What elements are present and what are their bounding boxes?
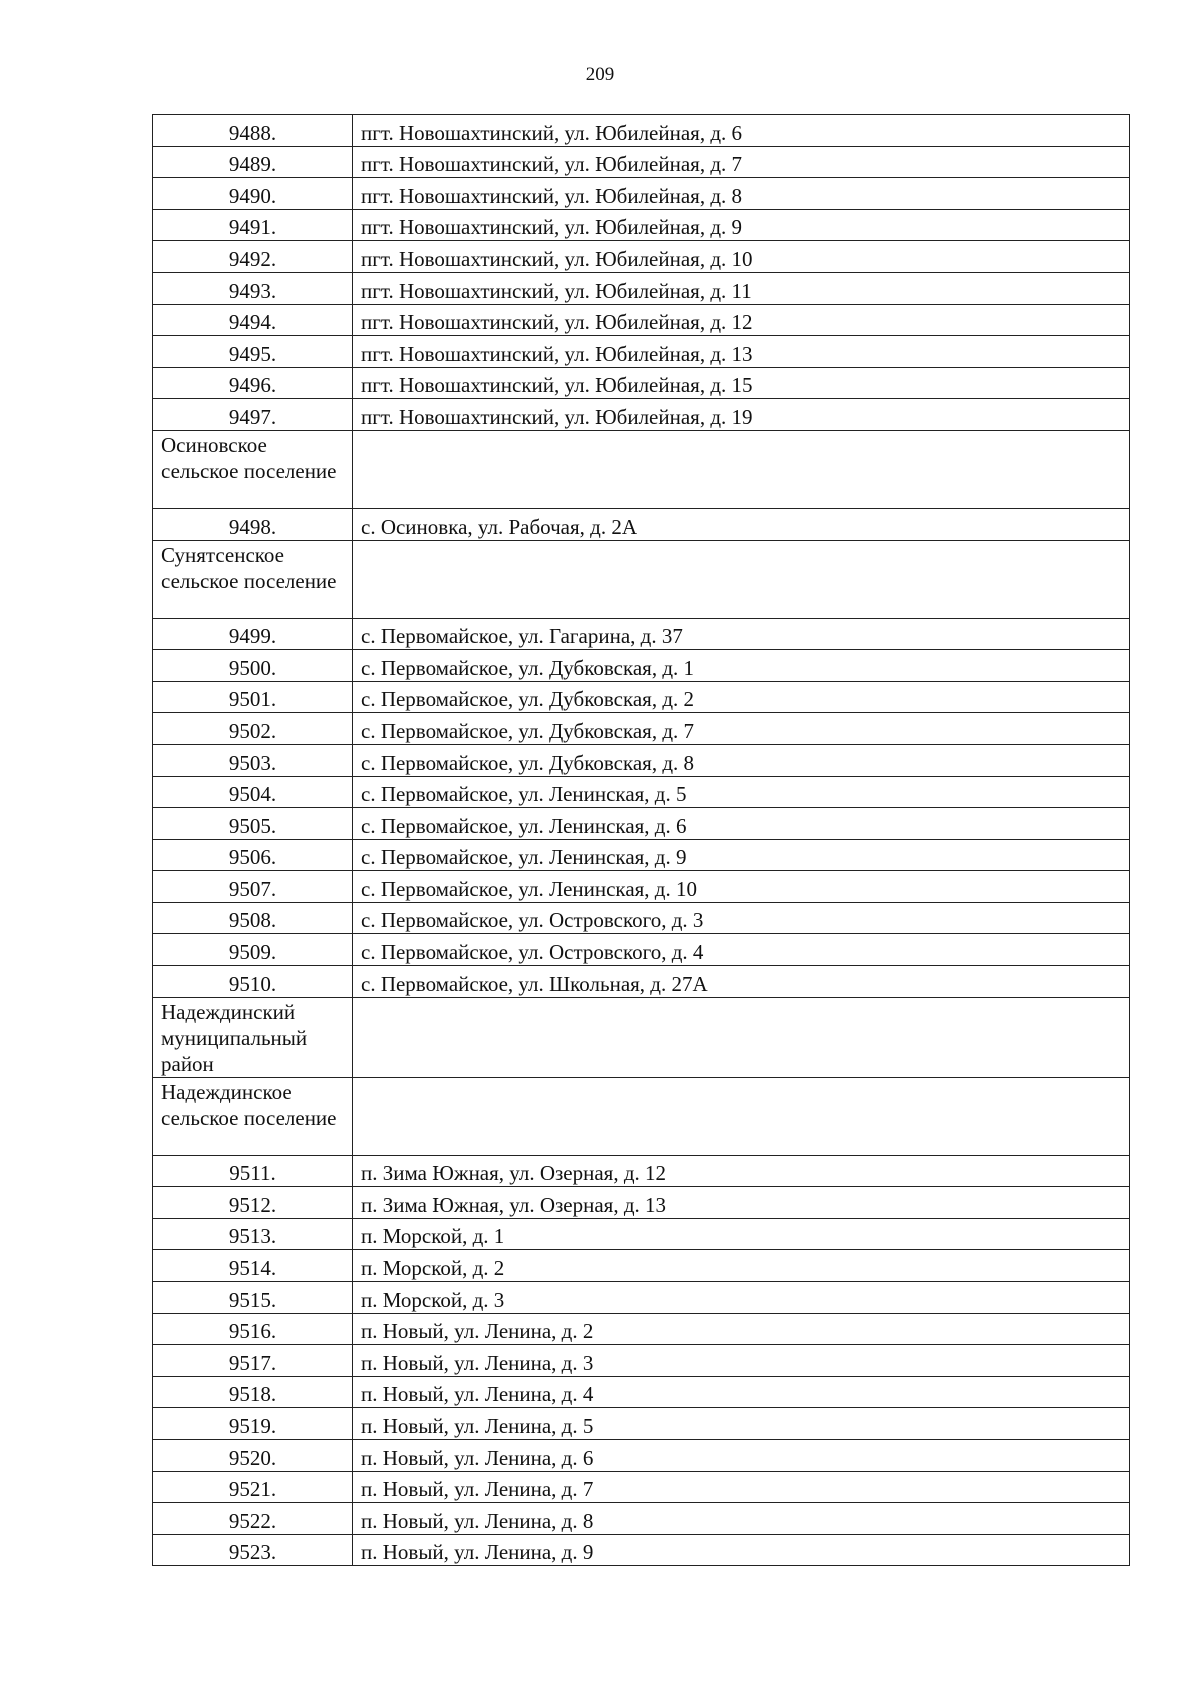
row-number: 9516. <box>153 1313 353 1345</box>
section-name: Надеждинское сельское поселение <box>153 1077 353 1155</box>
row-address: с. Осиновка, ул. Рабочая, д. 2А <box>353 508 1130 540</box>
table-row <box>153 808 1130 840</box>
row-number: 9515. <box>153 1282 353 1314</box>
row-number: 9500. <box>153 650 353 682</box>
row-number: 9495. <box>153 336 353 368</box>
row-address: пгт. Новошахтинский, ул. Юбилейная, д. 12 <box>353 304 1130 336</box>
table-row <box>153 241 1130 273</box>
table-row <box>153 1440 1130 1472</box>
row-number: 9492. <box>153 241 353 273</box>
row-number: 9506. <box>153 839 353 871</box>
table-row <box>153 839 1130 871</box>
table-row <box>153 115 1130 147</box>
row-number: 9523. <box>153 1534 353 1566</box>
row-number: 9510. <box>153 966 353 998</box>
table-row <box>153 1218 1130 1250</box>
row-number: 9507. <box>153 871 353 903</box>
table-row <box>153 1408 1130 1440</box>
row-address: с. Первомайское, ул. Ленинская, д. 10 <box>353 871 1130 903</box>
section-name: Осиновское сельское поселение <box>153 430 353 508</box>
row-address: с. Первомайское, ул. Островского, д. 4 <box>353 934 1130 966</box>
row-address: с. Первомайское, ул. Дубковская, д. 2 <box>353 681 1130 713</box>
row-address: с. Первомайское, ул. Дубковская, д. 1 <box>353 650 1130 682</box>
row-address: п. Морской, д. 1 <box>353 1218 1130 1250</box>
row-address: п. Зима Южная, ул. Озерная, д. 12 <box>353 1155 1130 1187</box>
table-row <box>153 1503 1130 1535</box>
table-row <box>153 304 1130 336</box>
table-row <box>153 1345 1130 1377</box>
row-number: 9513. <box>153 1218 353 1250</box>
row-address: пгт. Новошахтинский, ул. Юбилейная, д. 15 <box>353 367 1130 399</box>
row-number: 9519. <box>153 1408 353 1440</box>
row-number: 9489. <box>153 146 353 178</box>
section-empty-cell <box>353 1077 1130 1155</box>
row-address: с. Первомайское, ул. Дубковская, д. 7 <box>353 713 1130 745</box>
table-row <box>153 1155 1130 1187</box>
row-number: 9521. <box>153 1471 353 1503</box>
table-row <box>153 178 1130 210</box>
row-number: 9512. <box>153 1187 353 1219</box>
row-number: 9488. <box>153 115 353 147</box>
row-number: 9496. <box>153 367 353 399</box>
section-name: Надеждинский муниципальный район <box>153 997 353 1077</box>
table-row <box>153 1376 1130 1408</box>
row-address: п. Морской, д. 2 <box>353 1250 1130 1282</box>
table-row <box>153 367 1130 399</box>
table-row <box>153 1187 1130 1219</box>
row-number: 9494. <box>153 304 353 336</box>
row-address: п. Новый, ул. Ленина, д. 9 <box>353 1534 1130 1566</box>
row-address: п. Новый, ул. Ленина, д. 5 <box>353 1408 1130 1440</box>
row-number: 9505. <box>153 808 353 840</box>
row-address: с. Первомайское, ул. Школьная, д. 27А <box>353 966 1130 998</box>
row-address: с. Первомайское, ул. Гагарина, д. 37 <box>353 618 1130 650</box>
row-address: п. Новый, ул. Ленина, д. 3 <box>353 1345 1130 1377</box>
table-row <box>153 650 1130 682</box>
row-address: п. Новый, ул. Ленина, д. 8 <box>353 1503 1130 1535</box>
row-address: пгт. Новошахтинский, ул. Юбилейная, д. 13 <box>353 336 1130 368</box>
row-address: с. Первомайское, ул. Ленинская, д. 5 <box>353 776 1130 808</box>
row-address: пгт. Новошахтинский, ул. Юбилейная, д. 10 <box>353 241 1130 273</box>
row-address: пгт. Новошахтинский, ул. Юбилейная, д. 19 <box>353 399 1130 431</box>
table-row <box>153 902 1130 934</box>
section-row <box>153 1077 1130 1155</box>
table-row <box>153 508 1130 540</box>
row-number: 9498. <box>153 508 353 540</box>
table-row <box>153 272 1130 304</box>
table-row <box>153 399 1130 431</box>
section-row <box>153 997 1130 1077</box>
row-number: 9491. <box>153 209 353 241</box>
row-address: п. Новый, ул. Ленина, д. 4 <box>353 1376 1130 1408</box>
row-number: 9503. <box>153 744 353 776</box>
row-number: 9522. <box>153 1503 353 1535</box>
row-address: п. Морской, д. 3 <box>353 1282 1130 1314</box>
section-name: Сунятсенское сельское поселение <box>153 540 353 618</box>
section-row <box>153 540 1130 618</box>
table-row <box>153 966 1130 998</box>
table-row <box>153 713 1130 745</box>
section-empty-cell <box>353 430 1130 508</box>
section-row <box>153 430 1130 508</box>
row-number: 9509. <box>153 934 353 966</box>
table-row <box>153 336 1130 368</box>
row-number: 9508. <box>153 902 353 934</box>
table-row <box>153 871 1130 903</box>
row-number: 9514. <box>153 1250 353 1282</box>
row-number: 9497. <box>153 399 353 431</box>
row-number: 9502. <box>153 713 353 745</box>
table-row <box>153 1250 1130 1282</box>
page-number: 209 <box>585 64 615 85</box>
row-address: пгт. Новошахтинский, ул. Юбилейная, д. 6 <box>353 115 1130 147</box>
row-address: пгт. Новошахтинский, ул. Юбилейная, д. 8 <box>353 178 1130 210</box>
row-address: с. Первомайское, ул. Ленинская, д. 6 <box>353 808 1130 840</box>
table-row <box>153 1534 1130 1566</box>
table-row <box>153 209 1130 241</box>
address-table <box>152 114 1130 1566</box>
table-row <box>153 146 1130 178</box>
table-row <box>153 681 1130 713</box>
table-row <box>153 744 1130 776</box>
row-number: 9518. <box>153 1376 353 1408</box>
row-address: с. Первомайское, ул. Дубковская, д. 8 <box>353 744 1130 776</box>
row-number: 9517. <box>153 1345 353 1377</box>
row-address: с. Первомайское, ул. Островского, д. 3 <box>353 902 1130 934</box>
row-number: 9499. <box>153 618 353 650</box>
row-address: п. Зима Южная, ул. Озерная, д. 13 <box>353 1187 1130 1219</box>
row-number: 9520. <box>153 1440 353 1472</box>
row-address: п. Новый, ул. Ленина, д. 7 <box>353 1471 1130 1503</box>
address-table-body <box>153 115 1130 1566</box>
table-row <box>153 776 1130 808</box>
table-row <box>153 1313 1130 1345</box>
row-number: 9493. <box>153 272 353 304</box>
table-row <box>153 1471 1130 1503</box>
table-row <box>153 618 1130 650</box>
section-empty-cell <box>353 540 1130 618</box>
table-row <box>153 1282 1130 1314</box>
row-address: с. Первомайское, ул. Ленинская, д. 9 <box>353 839 1130 871</box>
row-number: 9504. <box>153 776 353 808</box>
row-address: пгт. Новошахтинский, ул. Юбилейная, д. 11 <box>353 272 1130 304</box>
row-number: 9501. <box>153 681 353 713</box>
row-address: п. Новый, ул. Ленина, д. 2 <box>353 1313 1130 1345</box>
row-number: 9511. <box>153 1155 353 1187</box>
row-number: 9490. <box>153 178 353 210</box>
table-row <box>153 934 1130 966</box>
row-address: пгт. Новошахтинский, ул. Юбилейная, д. 7 <box>353 146 1130 178</box>
section-empty-cell <box>353 997 1130 1077</box>
row-address: п. Новый, ул. Ленина, д. 6 <box>353 1440 1130 1472</box>
row-address: пгт. Новошахтинский, ул. Юбилейная, д. 9 <box>353 209 1130 241</box>
